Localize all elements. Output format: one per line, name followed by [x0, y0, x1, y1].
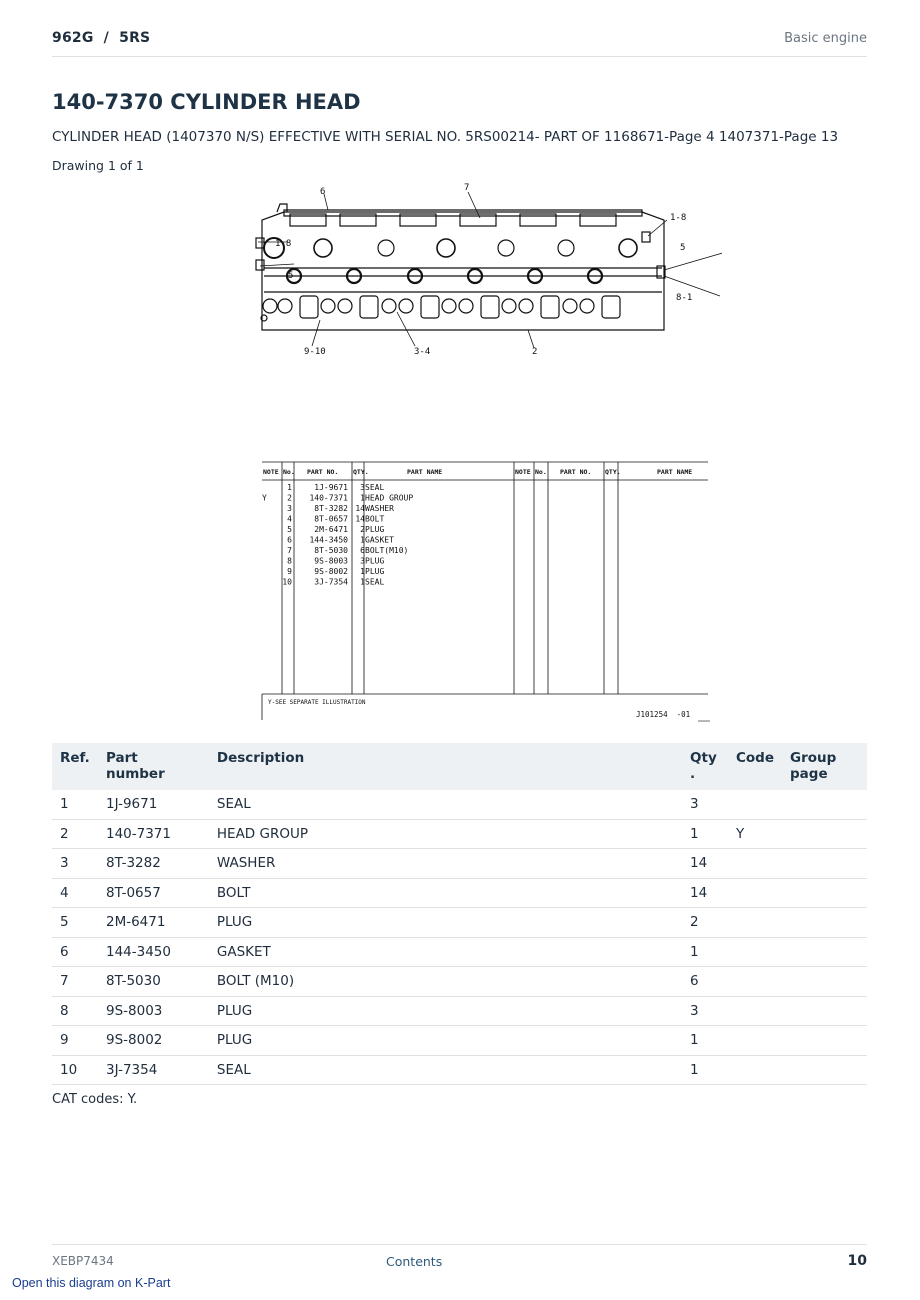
- inset-cell-note: Y: [262, 493, 267, 503]
- cell-description: SEAL: [209, 1055, 682, 1085]
- inset-cell-part-no: 144-3450: [309, 535, 348, 545]
- inset-cell-name: PLUG: [365, 567, 385, 576]
- cell-qty: 6: [682, 967, 728, 997]
- inset-cell-name: HEAD GROUP: [365, 493, 414, 503]
- inset-cell-qty: 3: [360, 483, 365, 492]
- table-row: [52, 967, 867, 997]
- inset-header-note: NOTE: [263, 468, 279, 476]
- inset-cell-part-no: 140-7371: [309, 493, 348, 503]
- cell-ref: 9: [52, 1026, 98, 1056]
- page-header: [52, 28, 867, 57]
- inset-cell-qty: 6: [360, 546, 365, 555]
- inset-cell-no: 5: [287, 525, 292, 534]
- callout-6: 6: [320, 187, 326, 197]
- cell-code: [728, 878, 782, 908]
- cell-part-number: 8T-5030: [98, 967, 209, 997]
- inset-cell-name: BOLT(M10): [365, 546, 409, 555]
- model-label: 962G / 5RS: [52, 30, 151, 46]
- callout-8-1: 8-1: [676, 293, 693, 303]
- table-row: [52, 790, 867, 819]
- cell-group-page: [782, 849, 867, 879]
- diagram-svg: [202, 180, 722, 730]
- inset-cell-no: 6: [287, 535, 292, 545]
- cell-part-number: 2M-6471: [98, 908, 209, 938]
- cell-part-number: 9S-8002: [98, 1026, 209, 1056]
- inset-cell-qty: 1: [360, 493, 365, 503]
- col-code: Code: [728, 743, 782, 790]
- inset-header-no-2: No.: [535, 468, 547, 476]
- cell-qty: 1: [682, 937, 728, 967]
- inset-cell-name: SEAL: [365, 577, 385, 587]
- cell-code: [728, 937, 782, 967]
- table-row: [52, 878, 867, 908]
- cell-ref: 8: [52, 996, 98, 1026]
- inset-cell-part-no: 2M-6471: [314, 525, 348, 534]
- cat-codes: CAT codes: Y.: [52, 1092, 138, 1107]
- callout-3-4: 3-4: [414, 347, 431, 357]
- cell-description: BOLT (M10): [209, 967, 682, 997]
- callout-9-10: 9-10: [304, 347, 326, 357]
- drawing-code: J101254 -01: [636, 710, 691, 719]
- cell-code: [728, 1055, 782, 1085]
- inset-cell-part-no: 9S-8002: [314, 567, 348, 576]
- inset-cell-no: 7: [287, 546, 292, 555]
- cell-qty: 1: [682, 1026, 728, 1056]
- inset-cell-qty: 1: [360, 535, 365, 545]
- parts-table-header-row: [52, 743, 867, 790]
- inset-cell-qty: 2: [360, 525, 365, 534]
- contents-link[interactable]: Contents: [386, 1254, 443, 1269]
- document-id: XEBP7434: [52, 1254, 114, 1268]
- inset-cell-part-no: 1J-9671: [314, 483, 348, 492]
- cell-code: Y: [728, 819, 782, 849]
- cell-part-number: 1J-9671: [98, 790, 209, 819]
- table-row: [52, 819, 867, 849]
- cell-code: [728, 996, 782, 1026]
- cell-description: BOLT: [209, 878, 682, 908]
- inset-cell-name: PLUG: [365, 525, 385, 534]
- table-row: [52, 849, 867, 879]
- page: [52, 0, 867, 1300]
- inset-cell-no: 2: [287, 493, 292, 503]
- cell-part-number: 9S-8003: [98, 996, 209, 1026]
- table-row: [52, 996, 867, 1026]
- cell-code: [728, 849, 782, 879]
- inset-cell-name: SEAL: [365, 483, 385, 492]
- cell-group-page: [782, 996, 867, 1026]
- cell-qty: 14: [682, 849, 728, 879]
- cell-group-page: [782, 819, 867, 849]
- cell-description: PLUG: [209, 908, 682, 938]
- inset-cell-qty: 3: [360, 556, 365, 566]
- cell-code: [728, 908, 782, 938]
- parts-diagram[interactable]: [202, 180, 722, 730]
- table-row: [52, 1055, 867, 1085]
- cell-group-page: [782, 908, 867, 938]
- cell-qty: 2: [682, 908, 728, 938]
- col-description: Description: [209, 743, 682, 790]
- inset-header-part-name: PART NAME: [407, 468, 443, 476]
- cell-group-page: [782, 967, 867, 997]
- section-label: Basic engine: [784, 31, 867, 46]
- inset-header-qty: QTY.: [353, 468, 369, 476]
- drawing-label: Drawing 1 of 1: [52, 158, 144, 173]
- inset-cell-part-no: 8T-3282: [314, 504, 348, 513]
- inset-cell-name: PLUG: [365, 556, 385, 566]
- inset-cell-part-no: 9S-8003: [314, 556, 348, 566]
- inset-header-part-name-2: PART NAME: [657, 468, 693, 476]
- cell-description: GASKET: [209, 937, 682, 967]
- cell-part-number: 3J-7354: [98, 1055, 209, 1085]
- cell-qty: 3: [682, 790, 728, 819]
- cell-qty: 1: [682, 1055, 728, 1085]
- inset-cell-part-no: 8T-0657: [314, 514, 348, 524]
- cell-ref: 1: [52, 790, 98, 819]
- cell-group-page: [782, 790, 867, 819]
- inset-cell-name: GASKET: [365, 535, 394, 545]
- parts-table-body: [52, 790, 867, 1085]
- cell-ref: 3: [52, 849, 98, 879]
- cell-ref: 2: [52, 819, 98, 849]
- inset-cell-part-no: 8T-5030: [314, 546, 348, 555]
- cell-ref: 4: [52, 878, 98, 908]
- inset-header-part-no: PART NO.: [307, 468, 339, 476]
- cell-ref: 5: [52, 908, 98, 938]
- cell-description: HEAD GROUP: [209, 819, 682, 849]
- col-ref: Ref.: [52, 743, 98, 790]
- cell-part-number: 140-7371: [98, 819, 209, 849]
- inset-cell-qty: 14: [355, 504, 365, 513]
- inset-rows: [262, 483, 413, 587]
- inset-cell-no: 4: [287, 514, 292, 524]
- inset-header-part-no-2: PART NO.: [560, 468, 592, 476]
- inset-header-note-2: NOTE: [515, 468, 531, 476]
- cell-ref: 7: [52, 967, 98, 997]
- cell-group-page: [782, 1055, 867, 1085]
- page-subtitle: CYLINDER HEAD (1407370 N/S) EFFECTIVE WITH SERIAL NO. 5RS00214- PART OF 1168671-Page 4 1407371-Page 13: [52, 129, 839, 145]
- cell-qty: 14: [682, 878, 728, 908]
- table-row: [52, 1026, 867, 1056]
- page-number: 10: [847, 1253, 867, 1269]
- cell-code: [728, 790, 782, 819]
- parts-table: [52, 743, 867, 1085]
- col-part-number: Part number: [98, 743, 209, 790]
- cell-code: [728, 1026, 782, 1056]
- inset-cell-no: 3: [287, 504, 292, 513]
- inset-cell-no: 1: [287, 483, 292, 492]
- cell-code: [728, 967, 782, 997]
- inset-cell-qty: 1: [360, 577, 365, 587]
- inset-cell-no: 8: [287, 556, 292, 566]
- inset-cell-qty: 14: [355, 514, 365, 524]
- inset-cell-qty: 1: [360, 567, 365, 576]
- callout-1-8-right: 1-8: [670, 213, 687, 223]
- cell-part-number: 8T-3282: [98, 849, 209, 879]
- callout-5-right: 5: [680, 243, 686, 253]
- inset-cell-part-no: 3J-7354: [314, 577, 348, 587]
- col-group-page: Group page: [782, 743, 867, 790]
- cell-group-page: [782, 1026, 867, 1056]
- inset-cell-no: 10: [282, 577, 292, 587]
- cell-part-number: 8T-0657: [98, 878, 209, 908]
- callout-5-left: 5: [288, 271, 294, 281]
- kpart-diagram-link[interactable]: Open this diagram on K-Part: [12, 1276, 171, 1290]
- cell-part-number: 144-3450: [98, 937, 209, 967]
- cell-description: WASHER: [209, 849, 682, 879]
- callout-1-8-left: 1-8: [275, 239, 292, 249]
- cell-group-page: [782, 937, 867, 967]
- table-row: [52, 937, 867, 967]
- cell-qty: 3: [682, 996, 728, 1026]
- col-qty: Qty .: [682, 743, 728, 790]
- callout-7: 7: [464, 183, 470, 193]
- cell-ref: 6: [52, 937, 98, 967]
- page-title: 140-7370 CYLINDER HEAD: [52, 90, 361, 114]
- table-row: [52, 908, 867, 938]
- cell-description: PLUG: [209, 996, 682, 1026]
- inset-cell-no: 9: [287, 567, 292, 576]
- page-footer: [52, 1244, 867, 1275]
- inset-cell-name: WASHER: [365, 504, 394, 513]
- inset-footnote: Y-SEE SEPARATE ILLUSTRATION: [268, 699, 366, 706]
- inset-header-qty-2: QTY.: [605, 468, 621, 476]
- cell-description: SEAL: [209, 790, 682, 819]
- cell-group-page: [782, 878, 867, 908]
- inset-header-no: No.: [283, 468, 295, 476]
- cell-ref: 10: [52, 1055, 98, 1085]
- cell-description: PLUG: [209, 1026, 682, 1056]
- inset-cell-name: BOLT: [365, 514, 385, 524]
- cell-qty: 1: [682, 819, 728, 849]
- callout-2: 2: [532, 347, 538, 357]
